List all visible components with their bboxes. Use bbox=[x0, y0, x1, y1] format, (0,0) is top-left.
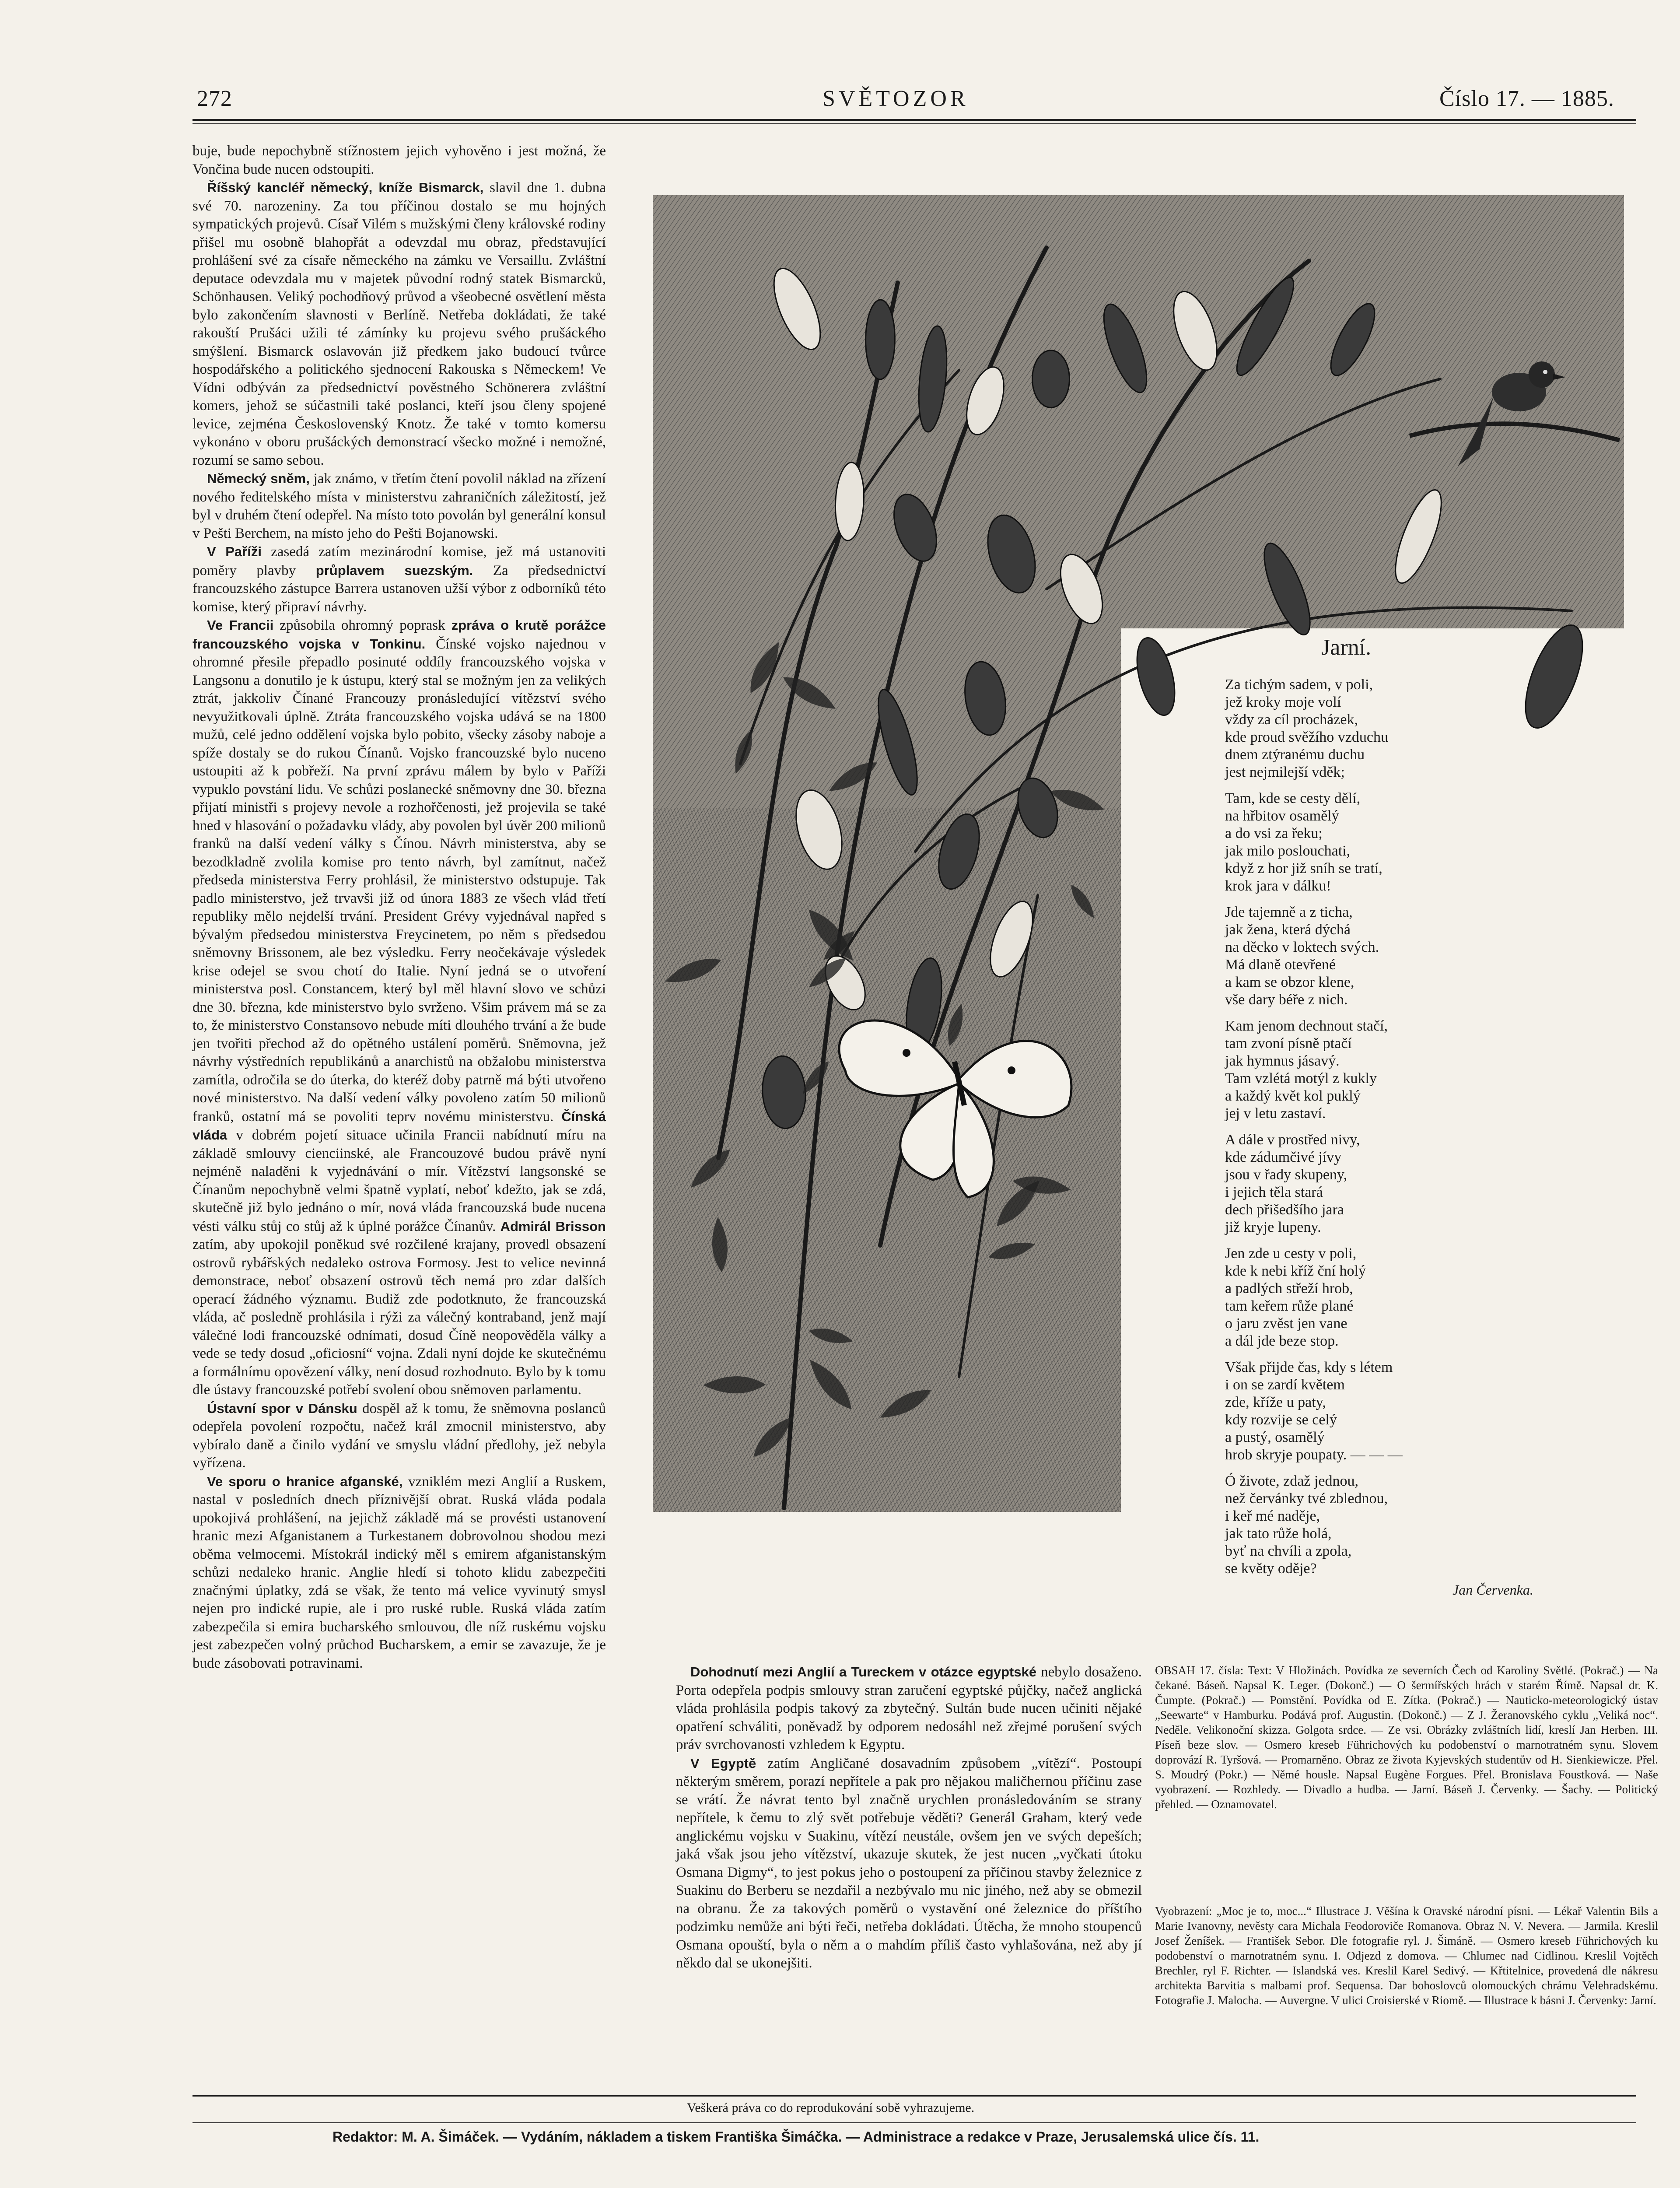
lead-dansko: Ústavní spor v Dánsku bbox=[207, 1400, 357, 1416]
para-dansko: dospěl až k tomu, že sněmovna poslanců odepřela povolení rozpočtu, načež král zmocnil ministerstvo, aby vybíralo daně a činilo vydání ve smyslu vládní předlohy, jež nebyla vyřízena. bbox=[192, 1400, 606, 1471]
page-number: 272 bbox=[197, 86, 232, 111]
poem-stanza-4: Kam jenom dechnout stačí, tam zvoní písně ptačí jak hymnus jásavý. Tam vzlétá motýl z kukly a každý květ kol puklý jej v letu zastaví. bbox=[1225, 1018, 1388, 1122]
illustration-willow-catkins bbox=[653, 195, 1624, 1512]
catkin-mark bbox=[1514, 618, 1594, 736]
header-rule bbox=[192, 119, 1636, 121]
para-francie: Čínské vojsko najednou v ohromné přesile přepadlo posinuté oddíly francouzského vojska v Langsonu a donutilo je k ústupu, který stal se možným jen za velikých ztrát, jakkoliv Čínané Francouzy pronásledující vítězství svého nevyužitkovali úplně. Ztráta francouzského vojska udává se na 1800 mužů, celé jedno oddělení vojska bylo pobito, všecky zásoby naboje a spíže dostaly se do rukou Čínanů. Vojsko francouzské bylo nuceno ustoupiti až k pobřeží. Na první zprávu málem by bylo v Paříži vypuklo povstání lidu. Ve schůzi poslanecké sněmovny dne 30. března přijatí ministři s projevy nevole a rozhořčenosti, jež projevila se také hned v hlasování o požadavku vlády, aby povolen byl úvěr 200 milionů franků na další vedení války s Čínou. Návrh ministerstva, aby se bezodkladně zvolila komise pro tento návrh, byl zamítnut, načež předseda ministerstva Ferry prohlásil, že ministerstvo odstupuje. Tak padlo ministerstvo, jež trvavši již od února 1883 ze všech vlád třetí republiky mělo nejdelší trvání. President Grévy vyjednával napřed s bývalým předsedou ministerstva Freycinetem, po něm s předsedou sněmovny Brissonem, ale bez výsledku. Ferry neočekávaje výsledek krise odejel se svou chotí do Italie. Nyní jedná se o utvoření ministerstva posl. Constancem, který byl měl hlavní slovo ve schůzi dne 30. března, kde ministerstvo bylo svrženo. Všim právem má se za to, že ministerstvo Constansovo nebude míti dlouhého trvání a že bude jen tvořiti přechod až do opětného ustálení poměrů. Sněmovna, jež návrhy výstředních republikánů a anarchistů na obžalobu ministerstva zamítla, odročila se do úterka, do kteréž doby patrně má býti utvořeno nové ministerstvo. Na další vedení války povoleno zatím 50 milionů franků, ostatní má se povoliti teprv novému ministerstvu. bbox=[192, 636, 606, 1125]
lead-egyptske: Dohodnutí mezi Anglií a Tureckem v otázce egyptské bbox=[690, 1664, 1037, 1680]
poem-stanza-1: Za tichým sadem, v poli, jež kroky moje volí vždy za cíl procházek, kde proud svěžího vzduchu dnem ztýranému duchu jest nejmilejší vděk; bbox=[1225, 677, 1388, 780]
para-nemecky-snem: jak známo, v třetím čtení povolil náklad na zřízení nového ředitelského místa v ministerstvu zahraničních záležitostí, jež byl v druhém čtení odepřel. Na místo toto povolán byl generální konsul v Pešti Berchem, na místo jeho do Pešti Bojanowski. bbox=[192, 471, 606, 541]
journal-title: SVĚTOZOR bbox=[822, 86, 969, 111]
contents-vyobrazeni: Vyobrazení: „Moc je to, moc...“ Illustrace J. Věšína k Oravské národní písni. — Lékař Valentin Bils a Marie Ivanovny, nevěsty cara Michala Feodoroviče Romanova. Obraz N. V. Nevera. — Jarmila. Kreslil Josef Ženíšek. — František Sebor. Dle fotografie ryl. J. Šimáně. — Osmero kreseb Führichových ku podobenství o marnotratném synu. I. Odjezd z domova. — Chlumec nad Cidlinou. Kreslil Vojtěch Brechler, ryl F. Richter. — Islandská ves. Kreslil Karel Sedivý. — Křtitelnice, provedená dle nákresu architekta Barvitia s malbami prof. Sequensa. Dar bohoslovců olomouckých chrámu Velehradskému. Fotografie J. Malocha. — Auvergne. V ulici Croisierské v Riomě. — Illustrace k básni J. Červenky: Jarní. bbox=[1155, 1904, 1658, 2007]
para-afganske: vzniklém mezi Anglií a Ruskem, nastal v posledních dnech příznivější obrat. Ruská vláda podala upokojivá prohlášení, na jejichž základě má se provésti ustanovení hranic mezi Afganistanem a Turkestanem dobrovolnou shodou mezi oběma velmocemi. Místokrál indický měl s emirem afganistanským schůzi nedaleko hranic. Anglie hledí si tohoto klidu zabezpečiti značnými úplatky, zdá se však, že tento má velice vyvinutý smysl nejen pro indické rupie, ale i pro ruské ruble. Ruská vláda zatím zabezpečila si emira bucharského smlouvou, dle níž ruskému vojsku jest zabezpečen volný průchod Bucharskem, a emir se zavazuje, že je bude zásobovati potravinami. bbox=[192, 1473, 606, 1671]
para-francie-a: způsobila ohromný poprask bbox=[280, 617, 445, 633]
para-egyptske: nebylo dosaženo. Porta odepřela podpis smlouvy stran zaručení egyptské půjčky, načež anglická vláda prohlásila podpis takový za zbytečný. Sultán bude nucen učiniti nějaké opatření schváliti, poněvadž by odporem nedosáhl než zřejmé porušení svých práv svrchovanosti vzhledem k Egyptu. bbox=[676, 1664, 1142, 1753]
para-0: buje, bude nepochybně stížnostem jejich vyhověno i jest možná, že Vončina bude nucen odstoupiti. bbox=[192, 143, 606, 177]
poem-stanza-8: Ó živote, zdaž jednou, než červánky tvé zblednou, i keř mé naděje, jak tato růže holá, byť na chvíli a zpola, se květy oděje? bbox=[1225, 1473, 1388, 1577]
para-bismarck: slavil dne 1. dubna své 70. narozeniny. Za tou příčinou dostalo se mu hojných sympatických projevů. Císař Vilém s mužskými členy královské rodiny přišel mu osobně blahopřát a odevzdal mu obraz, představující prohlášení své za císaře německého na zámku ve Versaillu. Zvláštní deputace odevzdala mu v majetek původní rodný statek Bismarcků, Schönhausen. Veliký pochodňový průvod a všeobecné osvětlení města bylo zakončením slavnosti v Berlíně. Netřeba dokládati, že také rakouští Prušáci užili té zámínky ku projevu svého prušáckého smýšlení. Bismarck oslavován již předkem jako budoucí tvůrce hospodářského a politického sjednocení Rakouska s Německem! Ve Vídni odbýván za předsednictví pověstného Schönerera zvláštní komers, jehož se súčastnili také poslanci, kteří jsou členy spojené levice, zejména Československý Knotz. Že také v tomto komersu vykonáno v oboru prušáckých demonstrací všecko možné i nemožné, rozumí se samo sebou. bbox=[192, 180, 606, 468]
poem-title: Jarní. bbox=[1321, 635, 1372, 660]
left-column bbox=[192, 142, 606, 1673]
para-v-egypte: zatím Angličané dosavadním způsobem „vítězí“. Postoupí některým směrem, porazí nepřítele a pak pro nějakou maličhernou příčinu zase se vrátí. Že návrat tento byl značně urychlen pronásledováním se strany nepřítele, k čemu to zlý svět potřebuje věděti? Generál Graham, který vede anglickému vojsku v Suakinu, vítězí neustále, ovšem jen ve svých depeších; jaká však jsou jeho vítězství, ukazuje skutek, že jest nucen „vyčkati útoku Osmana Digmy“, to jest pokus jeho o postoupení za příčinou stavby železnice z Suakinu do Berberu se nezdařil a nezbývalo mu nic jiného, než aby se obmezil na obranu. Že za takových poměrů o vystavění oné železnice do příštího podzimku nemůže ani býti řeči, netřeba dokládati. Útěcha, že mnoho stoupenců Osmana opouští, byla o něm a o mahdím příliš často vyhlašována, než aby jí někdo dal se ukonejšiti. bbox=[676, 1755, 1142, 1971]
footer-rule-2 bbox=[192, 2122, 1636, 2123]
poem-stanza-5: A dále v prostřed nivy, kde zádumčivé jívy jsou v řady skupeny, i jejich těla stará dech přišedšího jara již kryje lupeny. bbox=[1225, 1132, 1360, 1235]
middle-column bbox=[676, 1663, 1142, 1973]
para-pariz-a: zasedá zatím mezinárodní komise, jež má ustanoviti poměry plavby bbox=[192, 544, 606, 579]
catkin-mark bbox=[865, 300, 895, 379]
lead-tonkin: zpráva o krutě porážce francouzského vojska v Tonkinu. bbox=[192, 617, 606, 652]
lead-bismarck: Říšský kancléř německý, kníže Bismarck, bbox=[207, 180, 484, 195]
catkin-mark bbox=[1032, 351, 1069, 408]
para-pariz-b: Za předsednictví francouzského zástupce Barrera ustanoven užší výbor z odborníků této komise, který připraví návrhy. bbox=[192, 562, 606, 615]
poem-stanza-3: Jde tajemně a z ticha, jak žena, která dýchá na děcko v loktech svých. Má dlaně otevřené a kam se obzor klene, vše dary béře z nich. bbox=[1225, 904, 1379, 1008]
imprint: Redaktor: M. A. Šimáček. — Vydáním, nákladem a tiskem Františka Šimáčka. — Administrace a redakce v Praze, Jerusalemská ulice čís. 11. bbox=[332, 2129, 1260, 2145]
lead-suez: průplavem suezským. bbox=[315, 562, 473, 578]
footer-rule bbox=[192, 2095, 1636, 2097]
lead-afganske: Ve sporu o hranice afganské, bbox=[207, 1473, 403, 1489]
lead-francie: Ve Francii bbox=[207, 617, 274, 633]
poem-author: Jan Červenka. bbox=[1452, 1582, 1533, 1598]
poem-stanza-2: Tam, kde se cesty dělí, na hřbitov osamělý a do vsi za řeku; jak milo poslouchati, když z hor již sníh se tratí, krok jara v dálku! bbox=[1225, 790, 1382, 894]
lead-cinska-vlada: Čínská vláda bbox=[192, 1108, 606, 1143]
contents-obsah: OBSAH 17. čísla: Text: V Hložinách. Povídka ze severních Čech od Karoliny Světlé. (Pokrač.) — Na čekané. Báseň. Napsal K. Leger. (Dokonč.) — O šermířských hrách v starém Římě. Napsal dr. K. Čumpte. (Pokrač.) — Pomstění. Povídka od E. Zítka. (Pokrač.) — Nauticko-meteorologický ústav „Seewarte“ v Hamburku. Podává prof. Augustin. (Dokonč.) — Z J. Žeranovského cyklu „Veliká noc“. Neděle. Velikonoční skizza. Golgota srdce. — Ze vsi. Obrázky zvláštních lidí, kreslí Jan Herben. III. Píseň beze slov. — Osmero kreseb Führichových ku podobenství o marnotratném synu. Slovem doprovází R. Tyršová. — Promarněno. Obraz ze života Kyjevských studentův od H. Sienkiewicze. Přel. S. Moudrý (Pokr.) — Němé housle. Napsal Eugène Forgues. Přel. Bronislava Foustková. — Naše vyobrazení. — Rozhledy. — Divadlo a hudba. — Jarní. Báseň J. Červenky. — Šachy. — Politický přehled. — Oznamovatel. bbox=[1155, 1664, 1658, 1811]
rights-notice: Veškerá práva co do reprodukování sobě vyhrazujeme. bbox=[687, 2100, 975, 2115]
poem-stanza-6: Jen zde u cesty v poli, kde k nebi kříž ční holý a padlých střeží hrob, tam keřem růže plané o jaru zvěst jen vane a dál jde beze stop. bbox=[1225, 1245, 1366, 1349]
para-brisson: zatím, aby upokojil poněkud své rozčilené krajany, provedl obsazení ostrovů rybářských nedaleko ostrova Formosy. Jest to velice nevinná demonstrace, neboť obsazení ostrovů těch nemá pro zdar dalších operací žádného významu. Budiž zde podotknuto, že francouzská vláda, ač posledně prohlásila i rýži za válečný kontraband, jenž mají válečné lodi francouzské odnímati, dosud Číně neopověděla války a vede se tedy dosud „oficiosní“ vojna. Zdali nyní dojde ke skutečnému a formálnímu opovězení války, není dosud rozhodnuto. Bylo by k tomu dle ústavy francouzské potřebí svolení obou sněmoven parlamentu. bbox=[192, 1237, 606, 1398]
lead-brisson: Admirál Brisson bbox=[500, 1218, 606, 1234]
catkin-mark bbox=[1130, 634, 1182, 719]
issue-number: Číslo 17. — 1885. bbox=[1439, 86, 1614, 111]
lead-nemecky-snem: Německý sněm, bbox=[207, 471, 310, 486]
lead-pariz: V Paříži bbox=[207, 544, 262, 559]
header-rule-thin bbox=[192, 123, 1636, 124]
poem-stanza-7: Však přijde čas, kdy s létem i on se zardí květem zde, kříže u paty, kdy rozvije se celý a pustý, osamělý hrob skryje poupaty. — — — bbox=[1225, 1359, 1403, 1463]
para-cinska-vlada: v dobrém pojetí situace učinila Francii nabídnutí míru na základě smlouvy cienciinské, ale Francouzové budou právě nyní nejméně naladěni k vyjednávání o mír. Vítězství langsonské se Čínanům nepochybně velmi špatně vyplatí, neboť kdežto, jak se zdá, skutečně již bylo jednáno o mír, nová vláda francouzská bude nucena vésti válku stůj co stůj až k úplné porážce Čínanův. bbox=[192, 1127, 606, 1234]
lead-v-egypte: V Egyptě bbox=[690, 1755, 756, 1771]
